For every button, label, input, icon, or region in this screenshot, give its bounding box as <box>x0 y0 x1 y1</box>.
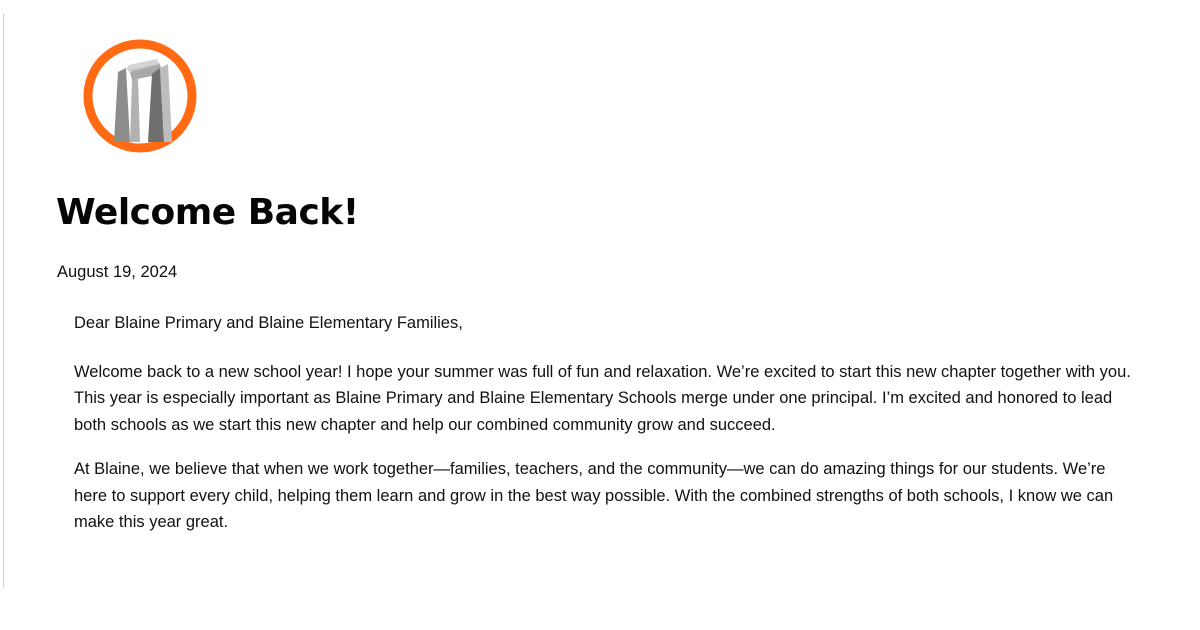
letter-body <box>74 310 1134 554</box>
page-left-border <box>3 14 4 588</box>
school-arch-logo-icon <box>82 38 198 154</box>
letter-paragraph-1: Welcome back to a new school year! I hope your summer was full of fun and relaxation. We’re excited to start this new chapter together with you. This year is especially important as Blaine Primary and Blaine Elementary Schools merge under one principal. I’m excited and honored to lead both schools as we start this new chapter and help our combined community grow and succeed. <box>74 362 1131 434</box>
letter-salutation: Dear Blaine Primary and Blaine Elementary Families, <box>74 314 463 332</box>
page-title: Welcome Back! <box>56 192 359 233</box>
letter-paragraph-2: At Blaine, we believe that when we work together—families, teachers, and the community—we can do amazing things for our students. We’re here to support every child, helping them learn and grow in the best way possible. With the combined strengths of both schools, I know we can make this year great. <box>74 460 1114 531</box>
letter-date: August 19, 2024 <box>57 263 178 281</box>
